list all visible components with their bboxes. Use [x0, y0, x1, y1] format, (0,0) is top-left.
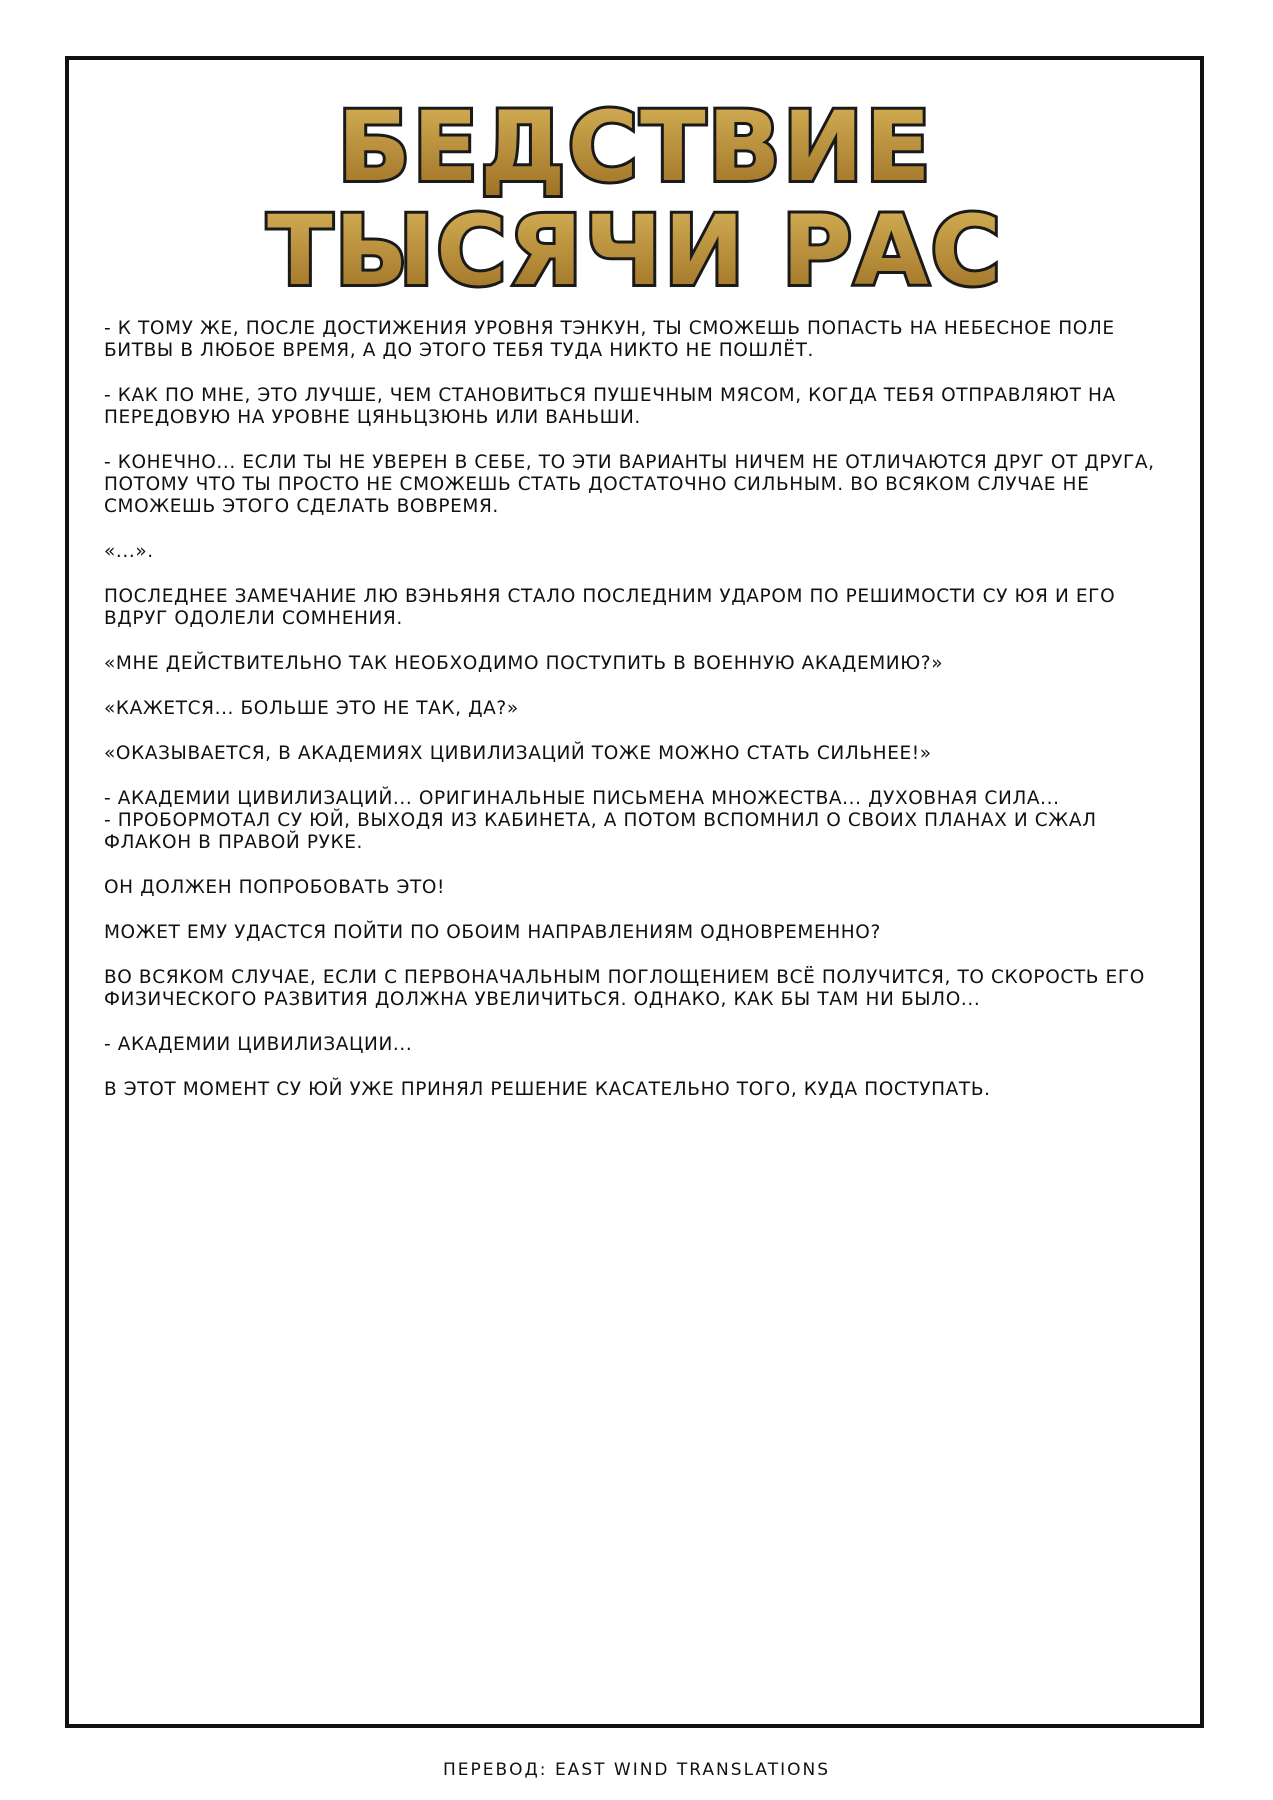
paragraph: - АКАДЕМИИ ЦИВИЛИЗАЦИЙ... ОРИГИНАЛЬНЫЕ ПИСЬМЕНА МНОЖЕСТВА... ДУХОВНАЯ СИЛА... - ПРОБОРМОТАЛ СУ ЮЙ, ВЫХОДЯ ИЗ КАБИНЕТА, А ПОТОМ ВСПОМНИЛ О СВОИХ ПЛАНАХ И СЖАЛ ФЛАКОН В ПРАВОЙ РУКЕ. — [104, 788, 1097, 853]
paragraph: В ЭТОТ МОМЕНТ СУ ЮЙ УЖЕ ПРИНЯЛ РЕШЕНИЕ КАСАТЕЛЬНО ТОГО, КУДА ПОСТУПАТЬ. — [104, 1079, 991, 1100]
paragraph: МОЖЕТ ЕМУ УДАСТСЯ ПОЙТИ ПО ОБОИМ НАПРАВЛЕНИЯМ ОДНОВРЕМЕННО? — [104, 922, 881, 943]
translation-text — [104, 318, 1165, 1124]
paragraph: «КАЖЕТСЯ... БОЛЬШЕ ЭТО НЕ ТАК, ДА?» — [104, 698, 519, 719]
paragraph: - АКАДЕМИИ ЦИВИЛИЗАЦИИ... — [104, 1034, 413, 1055]
paragraph: - К ТОМУ ЖЕ, ПОСЛЕ ДОСТИЖЕНИЯ УРОВНЯ ТЭНКУН, ТЫ СМОЖЕШЬ ПОПАСТЬ НА НЕБЕСНОЕ ПОЛЕ БИТВЫ В ЛЮБОЕ ВРЕМЯ, А ДО ЭТОГО ТЕБЯ ТУДА НИКТО НЕ ПОШЛЁТ. — [104, 318, 1115, 361]
title-logo — [69, 88, 1200, 308]
paragraph: - КАК ПО МНЕ, ЭТО ЛУЧШЕ, ЧЕМ СТАНОВИТЬСЯ ПУШЕЧНЫМ МЯСОМ, КОГДА ТЕБЯ ОТПРАВЛЯЮТ НА ПЕРЕДОВУЮ НА УРОВНЕ ЦЯНЬЦЗЮНЬ ИЛИ ВАНЬШИ. — [104, 385, 1116, 428]
paragraph: ОН ДОЛЖЕН ПОПРОБОВАТЬ ЭТО! — [104, 877, 446, 898]
paragraph: «...». — [104, 541, 154, 562]
title-line-1: Бедствие — [336, 91, 933, 203]
paragraph: - КОНЕЧНО... ЕСЛИ ТЫ НЕ УВЕРЕН В СЕБЕ, ТО ЭТИ ВАРИАНТЫ НИЧЕМ НЕ ОТЛИЧАЮТСЯ ДРУГ ОТ ДРУГА, ПОТОМУ ЧТО ТЫ ПРОСТО НЕ СМОЖЕШЬ СТАТЬ ДОСТАТОЧНО СИЛЬНЫМ. ВО ВСЯКОМ СЛУЧАЕ НЕ СМОЖЕШЬ ЭТОГО СДЕЛАТЬ ВОВРЕМЯ. — [104, 452, 1155, 517]
translation-credit: ПЕРЕВОД: EAST WIND TRANSLATIONS — [442, 1760, 831, 1780]
page-frame — [65, 56, 1204, 1728]
paragraph: ПОСЛЕДНЕЕ ЗАМЕЧАНИЕ ЛЮ ВЭНЬЯНЯ СТАЛО ПОСЛЕДНИМ УДАРОМ ПО РЕШИМОСТИ СУ ЮЯ И ЕГО ВДРУГ ОДОЛЕЛИ СОМНЕНИЯ. — [104, 586, 1116, 629]
title-graphic — [266, 88, 1003, 307]
title-line-2: тысячи рас — [266, 195, 1003, 307]
paragraph: «ОКАЗЫВАЕТСЯ, В АКАДЕМИЯХ ЦИВИЛИЗАЦИЙ ТОЖЕ МОЖНО СТАТЬ СИЛЬНЕЕ!» — [104, 743, 932, 764]
paragraph: «МНЕ ДЕЙСТВИТЕЛЬНО ТАК НЕОБХОДИМО ПОСТУПИТЬ В ВОЕННУЮ АКАДЕМИЮ?» — [104, 653, 944, 674]
paragraph: ВО ВСЯКОМ СЛУЧАЕ, ЕСЛИ С ПЕРВОНАЧАЛЬНЫМ ПОГЛОЩЕНИЕМ ВСЁ ПОЛУЧИТСЯ, ТО СКОРОСТЬ ЕГО ФИЗИЧЕСКОГО РАЗВИТИЯ ДОЛЖНА УВЕЛИЧИТЬСЯ. ОДНАКО, КАК БЫ ТАМ НИ БЫЛО... — [104, 967, 1145, 1010]
